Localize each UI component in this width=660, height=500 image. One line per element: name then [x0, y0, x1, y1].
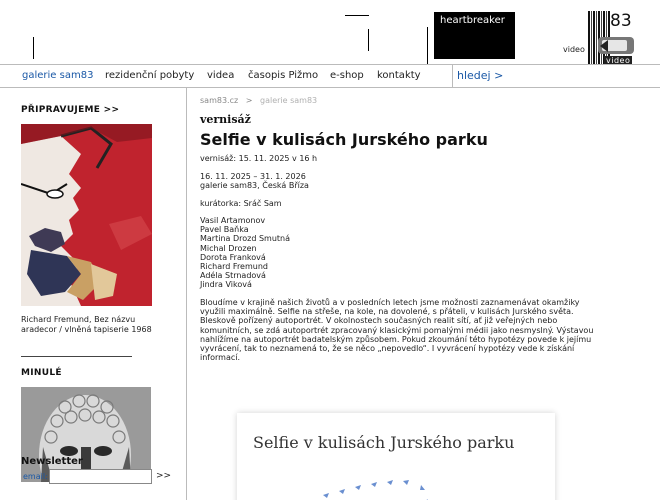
exhibition-dates: 16. 11. 2025 – 31. 1. 2026 [200, 172, 306, 181]
artist-name: Pavel Baňka [200, 225, 249, 235]
sidebar-divider [21, 356, 132, 357]
header-tick-1 [33, 37, 34, 59]
upcoming-caption: Richard Fremund, Bez názvu aradecor / vlněná tapiserie 1968 [21, 315, 152, 334]
nav-item-e-shop[interactable]: e-shop [330, 70, 364, 81]
main-content [188, 88, 660, 500]
artist-name: Vasil Artamonov [200, 216, 266, 225]
breadcrumb [200, 96, 317, 105]
search-link[interactable]: hledej > [457, 69, 504, 82]
breadcrumb-home[interactable]: sam83.cz [200, 96, 239, 105]
nav-item-rezidencni-pobyty[interactable]: rezidenční pobyty [105, 70, 195, 81]
artist-list [200, 216, 605, 290]
breadcrumb-separator: > [245, 96, 253, 105]
newsletter-submit-button[interactable]: >> [156, 471, 172, 481]
heartbreaker-label[interactable]: heartbreaker [440, 15, 505, 26]
past-artwork-image[interactable] [21, 387, 151, 482]
exhibition-description: Bloudíme v krajině našich životů a v posledních letech jsme možnosti zaznamenávat okamžiky využili maximálně. Selfie na střeše, na kole, na dovolené, s přáteli, v kulisách Jurského světa. Bleskově pořízený autoportrét. V okolnostech současných realit sítí, ať již veřejných nebo komunitních, se zdá autoportrét zpracovaný klasickými pomalými médii jako nesmyslný. Výstavou nahlížíme na autoportrét badatelským způsobem. Pokud zkoumání této hypotézy povede k jejímu vyvrácení, tak to neznamená to, že se něco „nepovedlo“. I vyvrácení hypotézy vede k získání informací. [200, 298, 594, 363]
nav-item-kontakty[interactable]: kontakty [377, 70, 421, 81]
upcoming-artwork-image[interactable] [21, 124, 152, 306]
artist-name: Richard Fremund [200, 262, 268, 272]
logo-video-label: video [606, 56, 631, 65]
newsletter-email-label: email: [23, 472, 48, 481]
main-nav [0, 64, 660, 88]
upcoming-heading[interactable]: PŘIPRAVUJEME >> [21, 105, 120, 115]
poster-arrow-trail [317, 473, 457, 500]
sidebar [0, 88, 187, 500]
nav-item-galerie[interactable]: galerie sam83 [22, 70, 94, 81]
nav-item-videa[interactable]: videa [207, 70, 235, 81]
exhibition-poster[interactable] [237, 413, 555, 500]
header-tick-3 [427, 27, 428, 64]
video-link[interactable]: video [563, 45, 585, 54]
breadcrumb-current[interactable]: galerie sam83 [259, 96, 318, 105]
newsletter-title: Newsletter [21, 456, 83, 467]
logo-number: 83 [610, 11, 632, 31]
play-back-icon [600, 40, 608, 52]
artist-name: Adéla Strnadová [200, 271, 266, 281]
exhibition-place: galerie sam83, Česká Bříza [200, 181, 309, 190]
artist-name: Michal Drozen [200, 243, 257, 253]
sam83-logo[interactable] [588, 11, 638, 65]
artist-name: Martina Drozd Smutná [200, 234, 291, 244]
nav-separator [452, 65, 453, 87]
artist-name: Jindra Viková [200, 280, 252, 290]
opening-date: vernisáž: 15. 11. 2025 v 16 h [200, 154, 318, 163]
nav-item-casopis-pizmo[interactable]: časopis Pižmo [248, 70, 319, 81]
past-heading[interactable]: MINULÉ [21, 368, 62, 378]
header-rule-1 [345, 15, 369, 16]
header-tick-2 [368, 29, 369, 51]
newsletter-email-input[interactable] [49, 469, 152, 484]
event-type: vernisáž [200, 113, 251, 126]
curator: kurátorka: Sráč Sam [200, 199, 282, 208]
poster-title: Selfie v kulisách Jurského parku [253, 433, 515, 452]
artist-name: Dorota Franková [200, 252, 266, 262]
page-title: Selfie v kulisách Jurského parku [200, 130, 488, 149]
